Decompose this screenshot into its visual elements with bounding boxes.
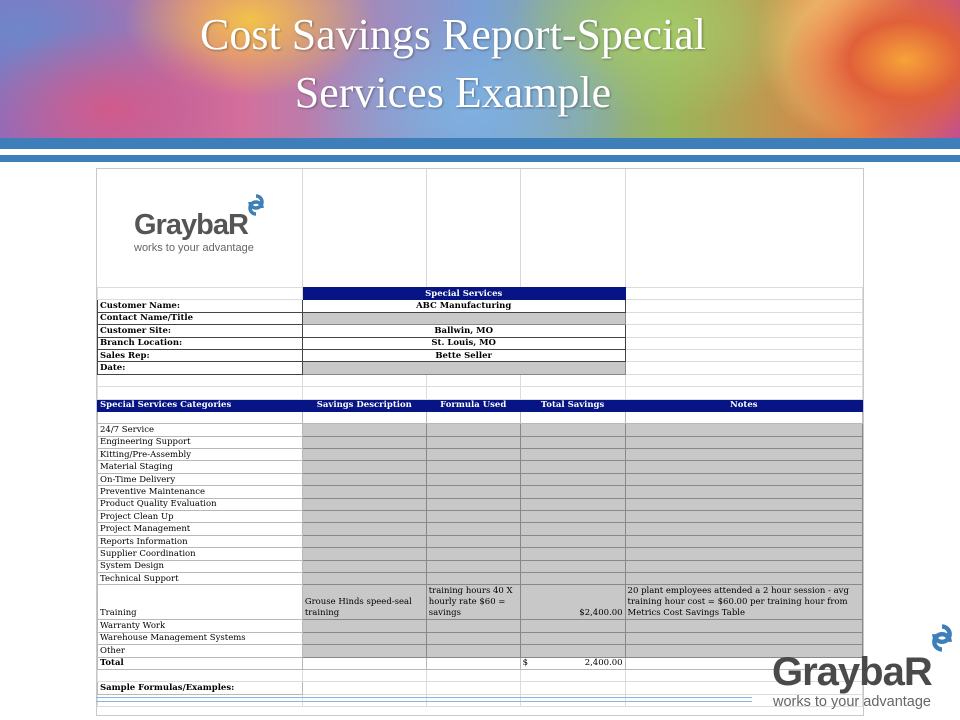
form-field-label: Date: (98, 362, 303, 374)
category-label: Material Staging (98, 461, 303, 473)
table-row (98, 486, 863, 498)
table-cell (302, 374, 426, 386)
table-cell (520, 486, 625, 498)
table-cell (625, 535, 862, 547)
graybar-link-icon (245, 193, 267, 217)
section-title: Special Services (302, 288, 625, 300)
slide-title-line-1: Cost Savings Report-Special (200, 10, 706, 59)
table-cell (520, 645, 625, 657)
footer-graybar-logo (770, 620, 960, 720)
table-cell (302, 486, 426, 498)
table-cell (625, 337, 862, 349)
table-cell (520, 461, 625, 473)
category-label: System Design (98, 560, 303, 572)
savings-description: Grouse Hinds speed-seal training (302, 585, 426, 620)
table-cell (426, 486, 520, 498)
table-cell (426, 436, 520, 448)
table-cell (625, 572, 862, 584)
grid-line (426, 169, 427, 287)
table-cell (426, 523, 520, 535)
table-row (98, 523, 863, 535)
table-row (98, 411, 863, 423)
table-cell (625, 523, 862, 535)
category-label: Training (98, 585, 303, 620)
table-row (98, 374, 863, 386)
table-cell (426, 560, 520, 572)
sheet-logo-area (97, 169, 863, 287)
table-cell (520, 473, 625, 485)
table-cell (520, 548, 625, 560)
table-cell (302, 511, 426, 523)
table-cell (302, 387, 426, 399)
table-row (98, 560, 863, 572)
total-savings: $2,400.00 (520, 585, 625, 620)
table-row (98, 449, 863, 461)
footer-graybar-wordmark: GraybaR (772, 650, 932, 694)
table-cell (520, 535, 625, 547)
table-cell (520, 436, 625, 448)
table-cell (426, 669, 520, 681)
table-row (98, 682, 863, 694)
table-cell (625, 374, 862, 386)
table-row (98, 548, 863, 560)
table-cell (302, 572, 426, 584)
form-field-label: Sales Rep: (98, 349, 303, 361)
table-row (98, 657, 863, 669)
table-cell (426, 682, 520, 694)
report-table (97, 287, 863, 707)
table-cell (426, 498, 520, 510)
table-row (98, 632, 863, 644)
table-cell (520, 374, 625, 386)
table-cell (426, 632, 520, 644)
table-cell (426, 620, 520, 632)
table-cell (520, 498, 625, 510)
table-cell (625, 362, 862, 374)
header-rule-bottom (0, 155, 960, 162)
table-cell (302, 535, 426, 547)
category-label: Supplier Coordination (98, 548, 303, 560)
report-sheet (96, 168, 864, 716)
table-cell (302, 449, 426, 461)
formula-used: training hours 40 X hourly rate $60 = savings (426, 585, 520, 620)
category-label: Engineering Support (98, 436, 303, 448)
form-field-value: ABC Manufacturing (302, 300, 625, 312)
table-cell (98, 374, 303, 386)
table-row (98, 399, 863, 411)
table-cell (520, 449, 625, 461)
graybar-tagline: works to your advantage (134, 242, 254, 254)
table-row (98, 585, 863, 620)
table-cell (625, 436, 862, 448)
column-header: Special Services Categories (98, 399, 303, 411)
table-cell (98, 288, 303, 300)
table-cell (625, 449, 862, 461)
table-cell (520, 424, 625, 436)
table-cell (426, 645, 520, 657)
category-label: Product Quality Evaluation (98, 498, 303, 510)
table-cell (625, 288, 862, 300)
category-label: Technical Support (98, 572, 303, 584)
table-cell (625, 498, 862, 510)
table-cell (625, 349, 862, 361)
table-cell (302, 682, 426, 694)
table-cell (426, 548, 520, 560)
table-row (98, 473, 863, 485)
column-header: Notes (625, 399, 862, 411)
table-row (98, 337, 863, 349)
table-cell (302, 560, 426, 572)
table-cell (520, 572, 625, 584)
table-cell (98, 669, 303, 681)
form-field-value: Ballwin, MO (302, 325, 625, 337)
table-cell (98, 387, 303, 399)
table-cell (625, 560, 862, 572)
footer-rule (96, 697, 752, 707)
table-cell (302, 632, 426, 644)
column-header: Total Savings (520, 399, 625, 411)
form-field-value: Bette Seller (302, 349, 625, 361)
table-cell (426, 461, 520, 473)
form-field-value: St. Louis, MO (302, 337, 625, 349)
category-label: 24/7 Service (98, 424, 303, 436)
table-cell (625, 424, 862, 436)
table-cell (625, 548, 862, 560)
table-cell (302, 657, 426, 669)
table-cell (520, 669, 625, 681)
table-row (98, 349, 863, 361)
table-row (98, 511, 863, 523)
form-field-value (302, 362, 625, 374)
table-cell (302, 411, 426, 423)
table-cell (520, 682, 625, 694)
sample-formulas-label: Sample Formulas/Examples: (98, 682, 303, 694)
table-row (98, 669, 863, 681)
table-cell (302, 424, 426, 436)
table-cell (520, 620, 625, 632)
table-cell (625, 325, 862, 337)
category-label: Other (98, 645, 303, 657)
table-cell (426, 473, 520, 485)
table-cell (520, 560, 625, 572)
slide-title-line-2: Services Example (294, 68, 612, 117)
table-cell (98, 411, 303, 423)
table-cell (302, 548, 426, 560)
table-cell (426, 411, 520, 423)
table-row (98, 535, 863, 547)
table-cell (302, 645, 426, 657)
category-label: Warranty Work (98, 620, 303, 632)
table-row (98, 498, 863, 510)
title-banner (0, 0, 960, 138)
table-row (98, 288, 863, 300)
form-field-value (302, 312, 625, 324)
grid-line (625, 169, 626, 287)
table-cell (625, 312, 862, 324)
table-row (98, 436, 863, 448)
graybar-logo (134, 193, 294, 253)
column-header: Formula Used (426, 399, 520, 411)
table-cell (625, 473, 862, 485)
category-label: Project Management (98, 523, 303, 535)
category-label: Preventive Maintenance (98, 486, 303, 498)
total-value (520, 657, 625, 669)
total-amount: 2,400.00 (584, 658, 623, 669)
total-currency: $ (522, 658, 529, 669)
table-cell (426, 511, 520, 523)
table-cell (302, 523, 426, 535)
table-cell (302, 461, 426, 473)
table-row (98, 424, 863, 436)
table-cell (426, 449, 520, 461)
table-cell (302, 473, 426, 485)
table-cell (520, 387, 625, 399)
grid-line (302, 169, 303, 287)
table-row (98, 362, 863, 374)
table-row (98, 572, 863, 584)
table-cell (426, 535, 520, 547)
table-cell (625, 486, 862, 498)
notes: 20 plant employees attended a 2 hour session - avg training hour cost = $60.00 per training hour from Metrics Cost Savings Table (625, 585, 862, 620)
graybar-wordmark: GraybaR (134, 209, 248, 241)
form-field-label: Contact Name/Title (98, 312, 303, 324)
form-field-label: Customer Site: (98, 325, 303, 337)
column-header: Savings Description (302, 399, 426, 411)
table-cell (426, 387, 520, 399)
table-cell (302, 669, 426, 681)
table-row (98, 325, 863, 337)
table-cell (302, 498, 426, 510)
table-cell (426, 572, 520, 584)
header-rule-top (0, 138, 960, 149)
table-row (98, 620, 863, 632)
table-cell (520, 511, 625, 523)
table-cell (520, 632, 625, 644)
table-cell (426, 424, 520, 436)
category-label: Project Clean Up (98, 511, 303, 523)
category-label: Warehouse Management Systems (98, 632, 303, 644)
table-cell (520, 411, 625, 423)
table-cell (302, 620, 426, 632)
table-cell (426, 657, 520, 669)
table-cell (625, 387, 862, 399)
footer-graybar-tagline: works to your advantage (773, 694, 931, 710)
category-label: Kitting/Pre-Assembly (98, 449, 303, 461)
table-row (98, 387, 863, 399)
category-label: On-Time Delivery (98, 473, 303, 485)
form-field-label: Branch Location: (98, 337, 303, 349)
category-label: Reports Information (98, 535, 303, 547)
table-row (98, 300, 863, 312)
table-cell (302, 436, 426, 448)
table-row (98, 645, 863, 657)
total-label: Total (98, 657, 303, 669)
table-cell (625, 411, 862, 423)
table-cell (625, 300, 862, 312)
table-cell (426, 374, 520, 386)
table-row (98, 312, 863, 324)
form-field-label: Customer Name: (98, 300, 303, 312)
table-cell (520, 523, 625, 535)
graybar-link-icon (928, 622, 956, 654)
table-row (98, 461, 863, 473)
table-cell (625, 461, 862, 473)
grid-line (520, 169, 521, 287)
table-cell (625, 511, 862, 523)
